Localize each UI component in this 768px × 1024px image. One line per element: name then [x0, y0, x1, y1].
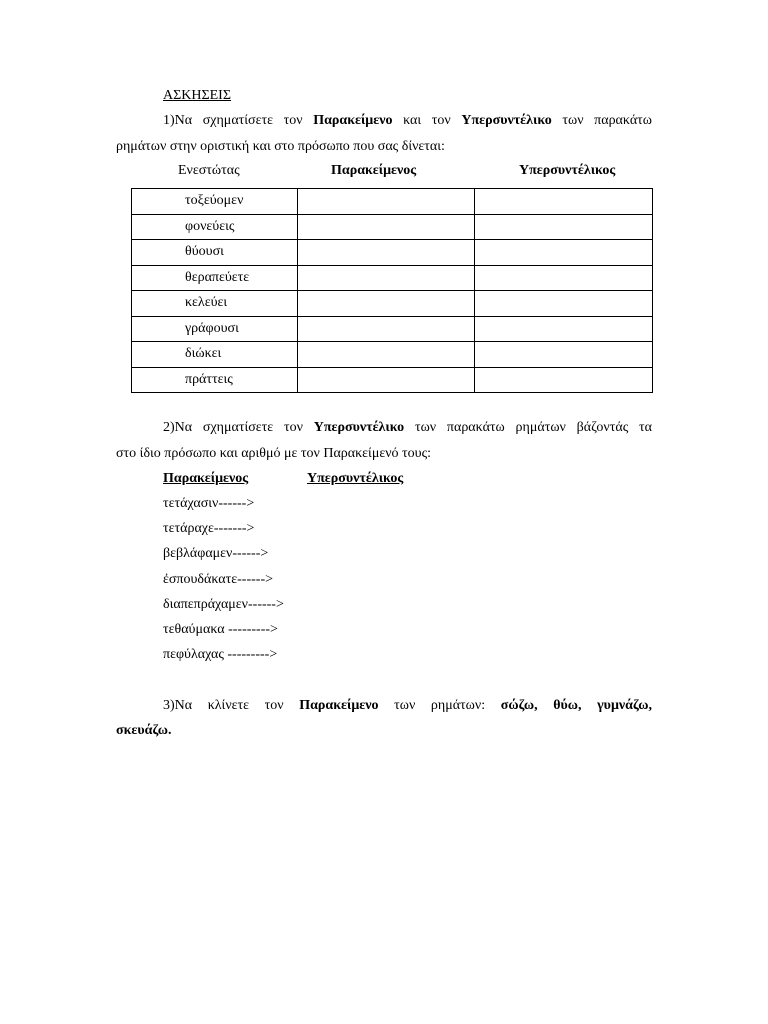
exercise1-instruction-line2: ρημάτων στην οριστική και στο πρόσωπο που σας δίνεται: [116, 139, 445, 154]
pluperfect-answer-cell[interactable] [475, 291, 653, 317]
exercise2-bold-pluperfect: Υπερσυντέλικο [313, 420, 405, 435]
list-item: διαπεπράχαμεν------> [163, 596, 284, 612]
column-header-perfect: Παρακείμενος [331, 163, 417, 178]
exercise3-text: 3)Να κλίνετε τον [163, 698, 300, 713]
exercise1-instruction-line1 [163, 112, 652, 130]
present-verb-cell: κελεύει [132, 291, 298, 317]
perfect-answer-cell[interactable] [298, 367, 475, 393]
exercise2-instruction-line2: στο ίδιο πρόσωπο και αριθμό με τον Παρακείμενό τους: [116, 446, 432, 461]
present-verb-cell: φονεύεις [132, 214, 298, 240]
exercise1-bold-perfect: Παρακείμενο [313, 113, 393, 128]
table-row [132, 214, 653, 240]
exercise3-bold-perfect: Παρακείμενο [299, 698, 379, 713]
table-row [132, 316, 653, 342]
list-item: τετάραχε-------> [163, 521, 255, 537]
exercise2-header-pluperfect: Υπερσυντέλικος [307, 471, 404, 486]
table-row [132, 342, 653, 368]
present-verb-cell: γράφουσι [132, 316, 298, 342]
pluperfect-answer-cell[interactable] [475, 265, 653, 291]
column-header-present: Ενεστώτας [178, 163, 240, 178]
perfect-answer-cell[interactable] [298, 342, 475, 368]
table-row [132, 367, 653, 393]
exercise2-text: 2)Να σχηματίσετε τον [163, 420, 314, 435]
present-verb-cell: θύουσι [132, 240, 298, 266]
perfect-answer-cell[interactable] [298, 240, 475, 266]
pluperfect-answer-cell[interactable] [475, 367, 653, 393]
pluperfect-answer-cell[interactable] [475, 189, 653, 215]
exercise1-text: και τον [392, 113, 462, 128]
table-row [132, 291, 653, 317]
column-header-pluperfect: Υπερσυντέλικος [519, 163, 616, 178]
exercise1-bold-pluperfect: Υπερσυντέλικο [461, 113, 552, 128]
list-item: τεθαύμακα ---------> [163, 622, 278, 637]
table-row [132, 189, 653, 215]
pluperfect-answer-cell[interactable] [475, 342, 653, 368]
list-item: πεφύλαχας ---------> [163, 647, 278, 663]
list-item: ἐσπουδάκατε------> [163, 571, 273, 587]
exercise3-instruction-line1 [163, 697, 652, 715]
exercise2-header-perfect: Παρακείμενος [163, 471, 249, 486]
exercise1-text: 1)Να σχηματίσετε τον [163, 113, 314, 128]
exercise2-instruction-line1 [163, 419, 652, 437]
pluperfect-answer-cell[interactable] [475, 214, 653, 240]
table-row [132, 240, 653, 266]
list-item: τετάχασιν------> [163, 496, 255, 511]
table-row [132, 265, 653, 291]
present-verb-cell: διώκει [132, 342, 298, 368]
pluperfect-answer-cell[interactable] [475, 240, 653, 266]
exercise3-text: των ρημάτων: [378, 698, 501, 713]
verb-table [131, 188, 653, 393]
perfect-answer-cell[interactable] [298, 214, 475, 240]
exercise2-text: των παρακάτω ρημάτων βάζοντάς τα [404, 420, 652, 435]
page-title: ΑΣΚΗΣΕΙΣ [163, 88, 231, 103]
perfect-answer-cell[interactable] [298, 265, 475, 291]
pluperfect-answer-cell[interactable] [475, 316, 653, 342]
perfect-answer-cell[interactable] [298, 291, 475, 317]
exercise1-text: των παρακάτω [551, 113, 652, 128]
perfect-answer-cell[interactable] [298, 189, 475, 215]
list-item: βεβλάφαμεν------> [163, 546, 269, 562]
present-verb-cell: πράττεις [132, 367, 298, 393]
exercise3-bold-verbs: σώζω, θύω, γυμνάζω, [500, 698, 652, 713]
present-verb-cell: τοξεύομεν [132, 189, 298, 215]
exercise3-instruction-line2: σκευάζω. [116, 723, 172, 738]
present-verb-cell: θεραπεύετε [132, 265, 298, 291]
perfect-answer-cell[interactable] [298, 316, 475, 342]
